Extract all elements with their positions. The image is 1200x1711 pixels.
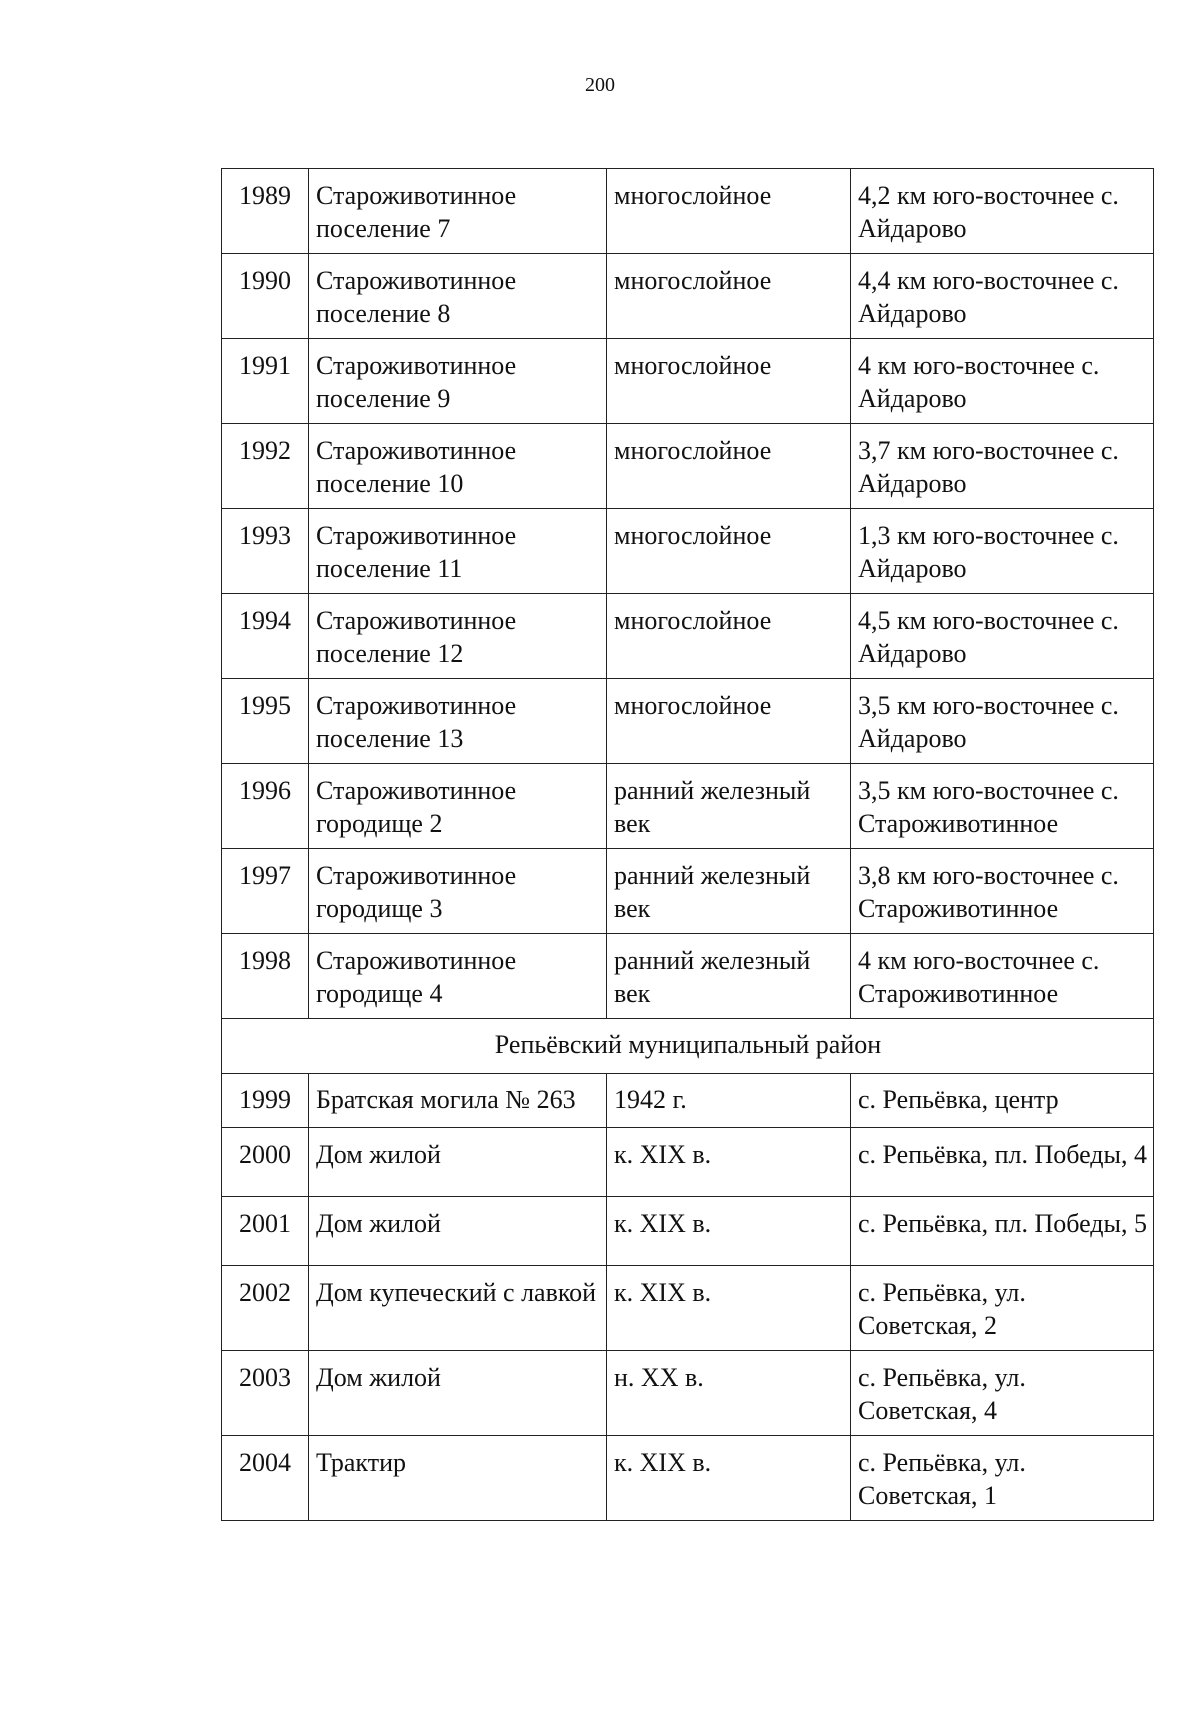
cell-name: Староживотинное поселение 10: [309, 424, 607, 509]
cell-location: 4 км юго-восточнее с. Староживотинное: [851, 934, 1154, 1019]
cell-number: 1994: [222, 594, 309, 679]
cell-location: 1,3 км юго-восточнее с. Айдарово: [851, 509, 1154, 594]
cell-number: 1998: [222, 934, 309, 1019]
cell-name: Дом жилой: [309, 1128, 607, 1197]
table-row: [222, 1074, 1154, 1128]
cell-date: к. XIX в.: [607, 1266, 851, 1351]
cell-number: 1995: [222, 679, 309, 764]
cell-location: 4 км юго-восточнее с. Айдарово: [851, 339, 1154, 424]
cell-location: с. Репьёвка, пл. Победы, 4: [851, 1128, 1154, 1197]
cell-number: 2001: [222, 1197, 309, 1266]
cell-date: многослойное: [607, 509, 851, 594]
cell-date: н. XX в.: [607, 1351, 851, 1436]
cell-location: 3,5 км юго-восточнее с. Староживотинное: [851, 764, 1154, 849]
cell-number: 1991: [222, 339, 309, 424]
cell-location: 4,5 км юго-восточнее с. Айдарово: [851, 594, 1154, 679]
cell-number: 1997: [222, 849, 309, 934]
table-row: [222, 679, 1154, 764]
cell-date: к. XIX в.: [607, 1128, 851, 1197]
cell-location: 4,2 км юго-восточнее с. Айдарово: [851, 169, 1154, 254]
table-row: [222, 509, 1154, 594]
cell-date: ранний железный век: [607, 849, 851, 934]
cell-name: Дом жилой: [309, 1351, 607, 1436]
cell-number: 2002: [222, 1266, 309, 1351]
cell-date: 1942 г.: [607, 1074, 851, 1128]
cell-location: 3,5 км юго-восточнее с. Айдарово: [851, 679, 1154, 764]
cell-location: с. Репьёвка, ул. Советская, 2: [851, 1266, 1154, 1351]
table-row: [222, 764, 1154, 849]
cell-number: 1996: [222, 764, 309, 849]
cell-name: Староживотинное поселение 11: [309, 509, 607, 594]
cell-location: 3,7 км юго-восточнее с. Айдарово: [851, 424, 1154, 509]
cell-number: 2000: [222, 1128, 309, 1197]
cell-location: с. Репьёвка, пл. Победы, 5: [851, 1197, 1154, 1266]
cell-location: с. Репьёвка, ул. Советская, 4: [851, 1351, 1154, 1436]
cell-number: 1992: [222, 424, 309, 509]
cell-number: 2003: [222, 1351, 309, 1436]
table-row: [222, 934, 1154, 1019]
cell-name: Трактир: [309, 1436, 607, 1521]
section-title: Репьёвский муниципальный район: [222, 1019, 1154, 1074]
cell-date: к. XIX в.: [607, 1197, 851, 1266]
section-row: [222, 1019, 1154, 1074]
cell-date: многослойное: [607, 254, 851, 339]
cell-date: многослойное: [607, 339, 851, 424]
table-row: [222, 1128, 1154, 1197]
cell-name: Староживотинное городище 3: [309, 849, 607, 934]
cell-date: многослойное: [607, 594, 851, 679]
cell-name: Братская могила № 263: [309, 1074, 607, 1128]
table-row: [222, 424, 1154, 509]
cell-number: 1990: [222, 254, 309, 339]
cell-date: ранний железный век: [607, 764, 851, 849]
cell-name: Староживотинное поселение 8: [309, 254, 607, 339]
cell-number: 1993: [222, 509, 309, 594]
cell-name: Дом купеческий с лавкой: [309, 1266, 607, 1351]
cell-date: многослойное: [607, 679, 851, 764]
cell-location: 3,8 км юго-восточнее с. Староживотинное: [851, 849, 1154, 934]
table-row: [222, 169, 1154, 254]
cell-name: Староживотинное поселение 12: [309, 594, 607, 679]
page-number: 200: [585, 74, 615, 96]
cell-location: 4,4 км юго-восточнее с. Айдарово: [851, 254, 1154, 339]
cell-name: Староживотинное поселение 7: [309, 169, 607, 254]
table-row: [222, 1197, 1154, 1266]
cell-name: Дом жилой: [309, 1197, 607, 1266]
table-row: [222, 339, 1154, 424]
heritage-table: [221, 168, 1154, 1521]
cell-location: с. Репьёвка, центр: [851, 1074, 1154, 1128]
cell-name: Староживотинное городище 2: [309, 764, 607, 849]
table-row: [222, 1351, 1154, 1436]
cell-date: многослойное: [607, 169, 851, 254]
table-row: [222, 849, 1154, 934]
cell-name: Староживотинное городище 4: [309, 934, 607, 1019]
cell-name: Староживотинное поселение 9: [309, 339, 607, 424]
cell-date: многослойное: [607, 424, 851, 509]
cell-number: 1999: [222, 1074, 309, 1128]
cell-name: Староживотинное поселение 13: [309, 679, 607, 764]
cell-date: ранний железный век: [607, 934, 851, 1019]
cell-location: с. Репьёвка, ул. Советская, 1: [851, 1436, 1154, 1521]
cell-date: к. XIX в.: [607, 1436, 851, 1521]
table-row: [222, 254, 1154, 339]
table-row: [222, 1436, 1154, 1521]
cell-number: 1989: [222, 169, 309, 254]
table-row: [222, 594, 1154, 679]
cell-number: 2004: [222, 1436, 309, 1521]
table-row: [222, 1266, 1154, 1351]
